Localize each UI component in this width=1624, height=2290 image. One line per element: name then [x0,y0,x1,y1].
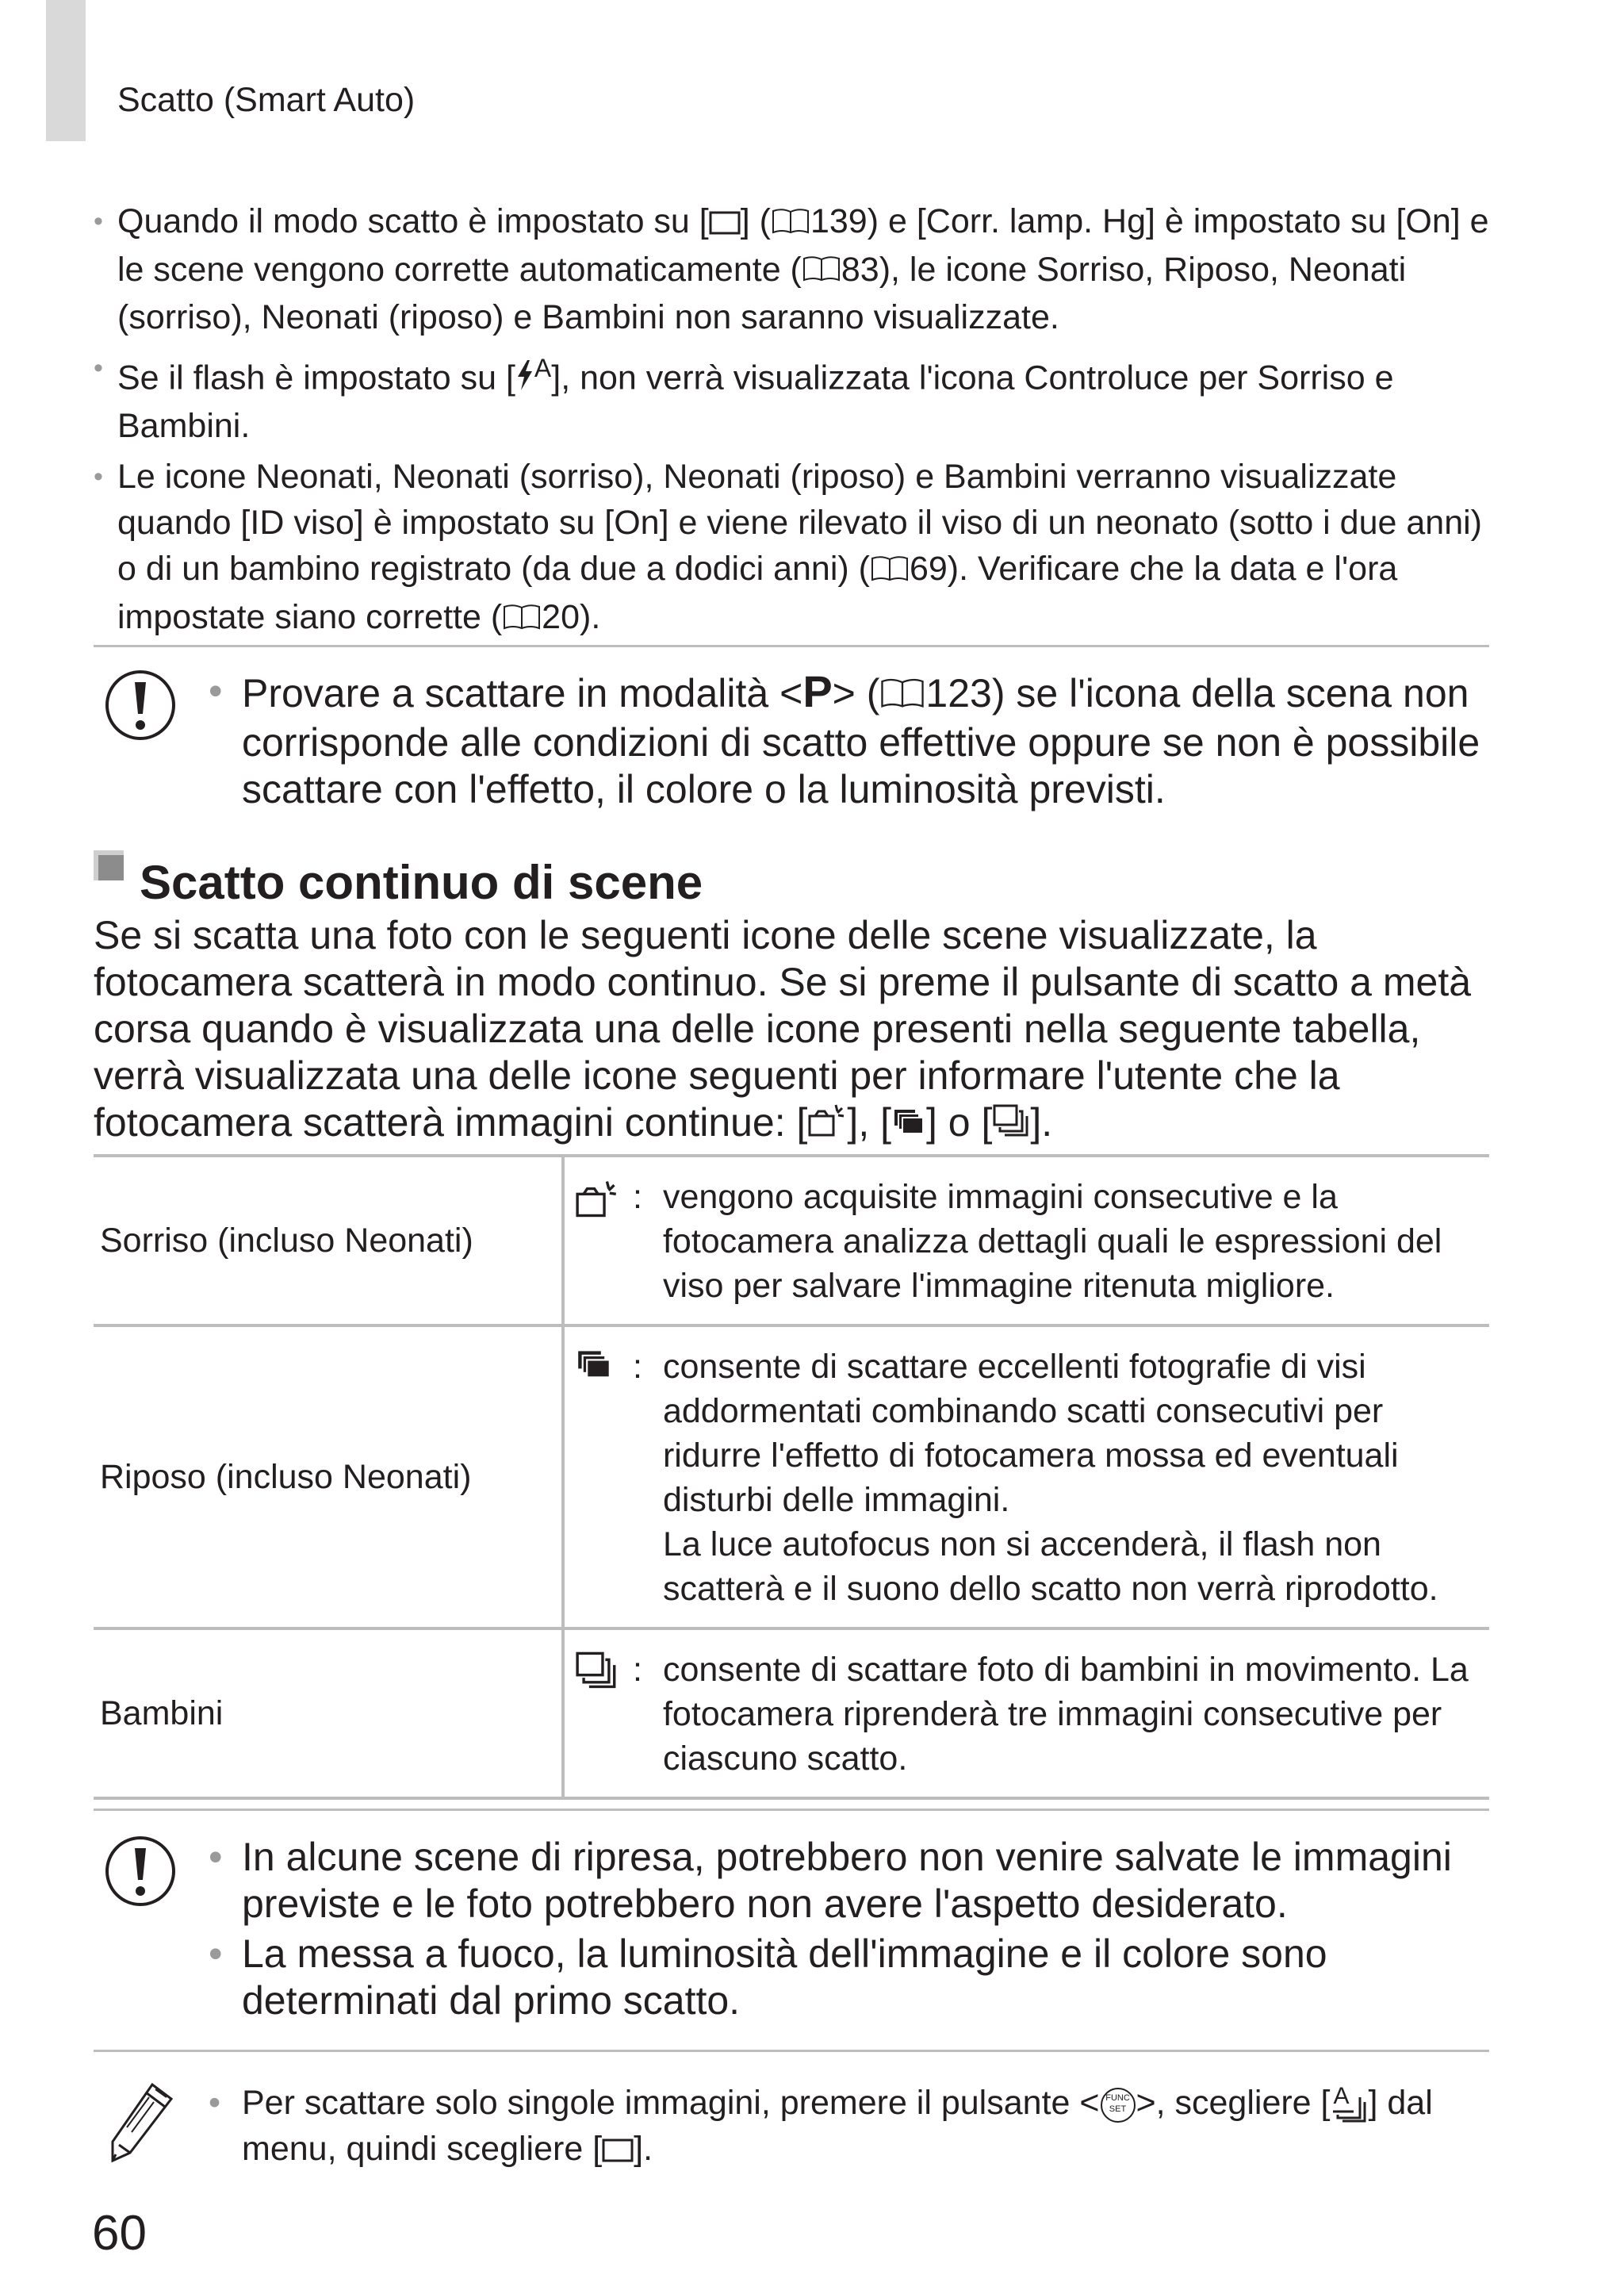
section-title: Scatto continuo di scene [140,856,703,909]
list-item: • Per scattare solo singole immagini, premere il pulsante < FUNC SET >, scegliere [ A ] dal menu, quindi scegliere [ ]. [209,2080,1493,2174]
page-header: Scatto (Smart Auto) [117,81,416,119]
divider [94,2050,1489,2052]
table-row: Bambini : consente di scattare foto di bambini in movimento. La fotocamera riprenderà tre immagini consecutive per ciascuno scatto. [94,1628,1489,1798]
kids-continuous-icon [992,1102,1030,1149]
list-item: • La messa a fuoco, la luminosità dell'immagine e il colore sono determinati dal primo scatto. [209,1931,1493,2024]
flash-icon [515,357,534,403]
auto-drive-mode-icon: A [1330,2088,1368,2123]
scene-name: Bambini [94,1628,563,1798]
divider [94,645,1489,647]
scene-name: Sorriso (incluso Neonati) [94,1156,563,1325]
scene-name: Riposo (incluso Neonati) [94,1325,563,1628]
kids-continuous-icon [574,1647,633,1781]
caution-icon [103,1834,178,1908]
book-icon [771,201,810,247]
scene-table [94,1154,1489,1800]
book-icon [802,248,841,294]
list-item: • In alcune scene di ripresa, potrebbero non venire salvate le immagini previste e le foto potrebbero non avere l'aspetto desiderato. [209,1834,1493,1928]
func-set-button-icon: FUNC SET [1100,2087,1136,2123]
single-shot-icon [602,2128,634,2174]
smile-continuous-icon [574,1175,633,1308]
section-intro: Se si scatta una foto con le seguenti icone delle scene visualizzate, la fotocamera scatterà in modo continuo. Se si preme il pulsante di scatto a metà corsa quando è visualizzata una delle icone presenti nella seguente tabella, verrà visualizzata una delle icone seguenti per informare l'utente che la fotocamera scatterà immagini continue: [ ], [ ] o [ ]. [94,912,1505,1149]
sleeping-continuous-icon [574,1344,633,1611]
page-number: 60 [92,2206,147,2261]
table-row: Riposo (incluso Neonati) : consente di scattare eccellenti fotografie di visi addormentati combinando scatti consecutivi per ridurre l'effetto di fotocamera mossa ed eventuali disturbi delle immagini. La luce autofocus non si accenderà, il flash non scatterà e il suono dello scatto non verrà riprodotto. [94,1325,1489,1628]
program-mode-icon: P [802,666,833,716]
list-item: • Le icone Neonati, Neonati (sorriso), Neonati (riposo) e Bambini verranno visualizzate quando [ID viso] è impostato su [On] e viene rilevato il viso di un neonato (sotto i due anni) o di un bambino registrato (da due a dodici anni) ( 69). Verificare che la data e l'ora impostate siano corrette ( 20). [94,454,1489,642]
book-icon [879,673,925,719]
single-shot-icon [709,201,741,247]
caution-icon [103,668,178,742]
top-bullet-list [94,198,1489,647]
side-tab [46,0,86,141]
sleeping-continuous-icon [891,1102,926,1149]
book-icon [502,596,542,643]
smile-continuous-icon [807,1102,847,1149]
list-item: • Se il flash è impostato su [ $^A$], non verrà visualizzata l'icona Controluce per Sorriso e Bambini. [94,345,1489,449]
pencil-icon [103,2080,178,2154]
list-item: • Quando il modo scatto è impostato su [ ] ( 139) e [Corr. lamp. Hg] è impostato su [On] e le scene vengono corrette automaticamente ( 83), le icone Sorriso, Riposo, Neonati (sorriso), Neonati (riposo) e Bambini non saranno visualizzate. [94,198,1489,340]
list-item: • Provare a scattare in modalità <P> ( 123) se l'icona della scena non corrisponde alle condizioni di scatto effettive oppure se non è possibile scattare con l'effetto, il colore o la luminosità previsti. [209,668,1493,813]
book-icon [870,548,910,594]
table-row: Sorriso (incluso Neonati) : vengono acquisite immagini consecutive e la fotocamera analizza dettagli quali le espressioni del viso per salvare l'immagine ritenuta migliore. [94,1156,1489,1325]
section-marker [94,850,124,880]
divider [94,1809,1489,1811]
